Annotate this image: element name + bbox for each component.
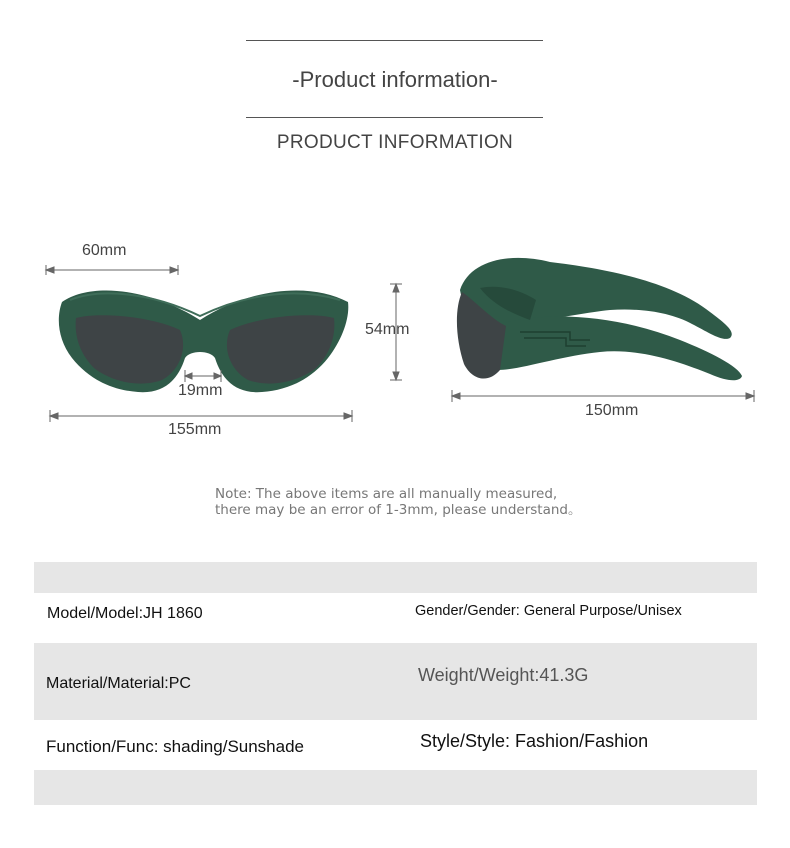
page-title: -Product information- [292, 67, 498, 92]
lens-height-label: 54mm [365, 321, 410, 338]
measurement-note [215, 486, 582, 518]
spec-gender: Gender/Gender: General Purpose/Unisex [415, 603, 682, 619]
front-view-diagram [0, 230, 440, 450]
spec-weight: Weight/Weight:41.3G [418, 665, 589, 685]
table-row [34, 593, 757, 643]
bridge-arrow [185, 370, 221, 382]
temple-length-arrow [452, 390, 754, 402]
lens-width-arrow [46, 265, 178, 275]
top-rule [246, 40, 543, 41]
page-subtitle: PRODUCT INFORMATION [276, 132, 514, 153]
note-line-1: Note: The above items are all manually measured, [215, 486, 558, 502]
table-row [34, 720, 757, 770]
front-frame [59, 290, 348, 392]
side-frame [457, 258, 742, 380]
lens-width-label: 60mm [82, 242, 127, 259]
middle-rule [246, 117, 543, 118]
spec-model: Model/Model:JH 1860 [47, 605, 203, 622]
table-header-band [34, 562, 757, 593]
note-line-2: there may be an error of 1-3mm, please understand。 [215, 502, 582, 518]
frame-width-label: 155mm [168, 421, 222, 438]
spec-style: Style/Style: Fashion/Fashion [420, 731, 649, 751]
temple-length-label: 150mm [585, 402, 639, 419]
bridge-label: 19mm [178, 382, 223, 399]
spec-material: Material/Material:PC [46, 675, 191, 692]
spec-function: Function/Func: shading/Sunshade [46, 737, 305, 756]
table-row [34, 643, 757, 720]
table-footer-band [34, 770, 757, 805]
